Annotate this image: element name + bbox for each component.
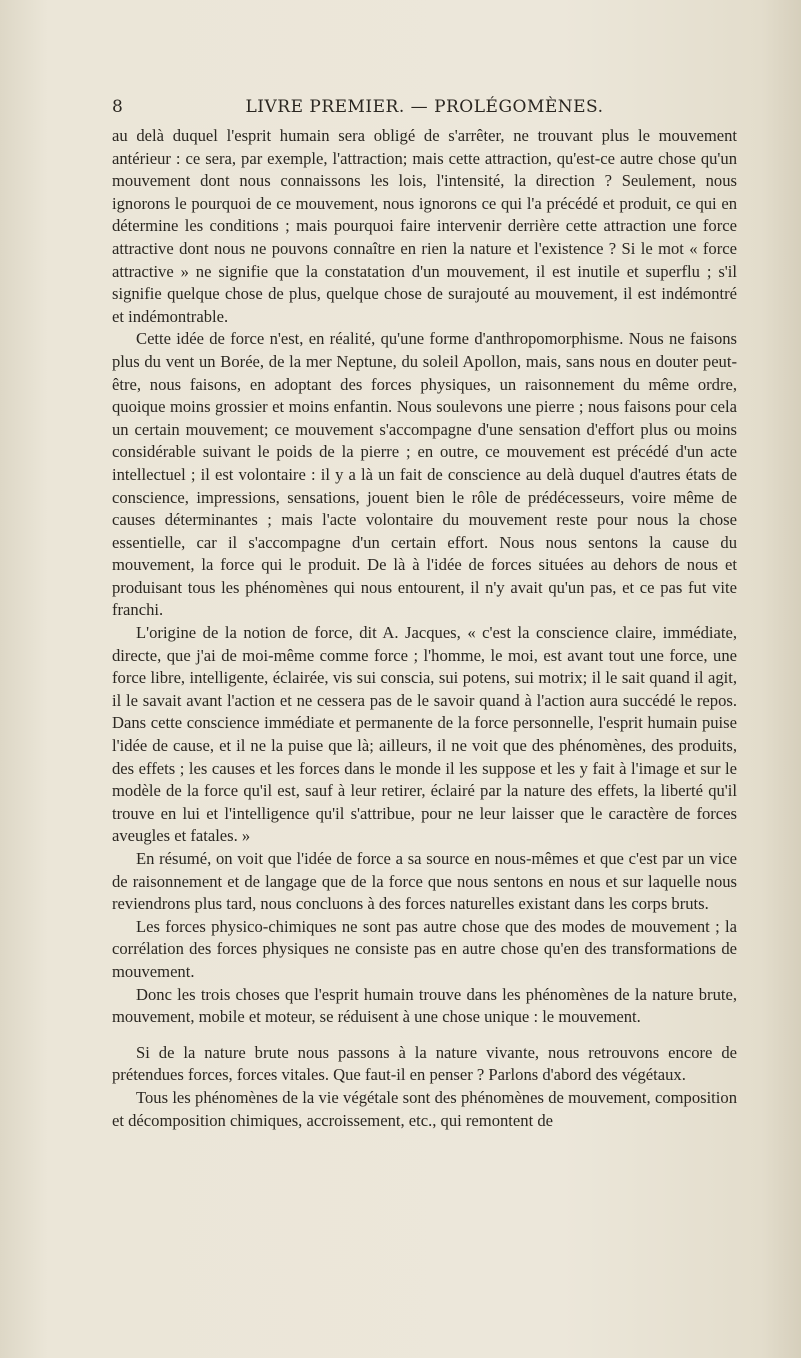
page-number: 8 — [112, 97, 123, 117]
paragraph: En résumé, on voit que l'idée de force a sa source en nous-mêmes et que c'est par un vice de raisonnement et de langage que de la force que nous sentons en nous et sur laquelle nous reviendrons plus tard, nous concluons à des forces naturelles existant dans les corps bruts. — [112, 849, 737, 914]
paragraph: Cette idée de force n'est, en réalité, qu'une forme d'anthropomorphisme. Nous ne faisons plus du vent un Borée, de la mer Neptune, du soleil Apollon, mais, sans nous en douter peut-être, nous faisons, en adoptant des forces physiques, un raisonnement du même ordre, quoique moins grossier et moins enfantin. Nous soulevons une pierre ; nous faisons pour cela un certain mouvement; ce mouvement s'accompagne d'une sensation d'effort plus ou moins considérable suivant le poids de la pierre ; en outre, ce mouvement est précédé d'un acte intellectuel ; il est volontaire : il y a là un fait de conscience au delà duquel d'autres états de conscience, impressions, sensations, jouent bien le rôle de prédécesseurs, voire même de causes déterminantes ; mais l'acte volontaire du mouvement reste pour nous la chose essentielle, car il s'accompagne d'un certain effort. Nous nous sentons la cause du mouvement, la force qui le produit. De là à l'idée de forces situées au dehors de nous et produisant tous les phénomènes qui nous entourent, il n'y avait qu'un pas, et ce pas fut vite franchi. — [112, 329, 737, 620]
paragraph: Donc les trois choses que l'esprit humain trouve dans les phénomènes de la nature brute, mouvement, mobile et moteur, se réduisent à une chose unique : le mouvement. — [112, 984, 737, 1027]
body-text — [112, 125, 737, 1132]
paragraph: Si de la nature brute nous passons à la nature vivante, nous retrouvons encore de prétendues forces, forces vitales. Que faut-il en penser ? Parlons d'abord des végétaux. — [112, 1042, 737, 1085]
paragraph: Tous les phénomènes de la vie végétale sont des phénomènes de mouvement, composition et décomposition chimiques, accroissement, etc., qui remontent de — [112, 1087, 737, 1130]
running-head: LIVRE PREMIER. — PROLÉGOMÈNES. — [245, 97, 604, 117]
paragraph: Les forces physico-chimiques ne sont pas autre chose que des modes de mouvement ; la corrélation des forces physiques ne consiste pas en autre chose qu'en des transformations de mouvement. — [112, 916, 737, 981]
paragraph: au delà duquel l'esprit humain sera obligé de s'arrêter, ne trouvant plus le mouvement antérieur : ce sera, par exemple, l'attraction; mais cette attraction, qu'est-ce autre chose qu'un mouvement dont nous connaissons les lois, l'intensité, la direction ? Seulement, nous ignorons le pourquoi de ce mouvement, nous ignorons ce qui l'a précédé et produit, ce qui en détermine les conditions ; mais pourquoi faire intervenir derrière cette attraction une force attractive dont nous ne pouvons connaître en rien la nature et l'existence ? Si le mot « force attractive » ne signifie que la constatation d'un mouvement, il est inutile et superflu ; s'il signifie quelque chose de plus, quelque chose de surajouté au mouvement, il est indémontré et indémontrable. — [112, 126, 737, 326]
page-header — [112, 97, 737, 121]
paragraph: L'origine de la notion de force, dit A. Jacques, « c'est la conscience claire, immédiate, directe, que j'ai de moi-même comme force ; l'homme, le moi, est avant tout une force, une force libre, intelligente, éclairée, vis sui conscia, sui potens, sui motrix; il le sait quand il agit, il le savait avant l'action et ne cessera pas de le savoir quand à l'action aura succédé le repos. Dans cette conscience immédiate et permanente de la force personnelle, l'esprit humain puise l'idée de cause, et il ne la puise que là; ailleurs, il ne voit que des phénomènes, des produits, des effets ; les causes et les forces dans le monde il les suppose et les y fait à l'image et sur le modèle de la force qu'il est, sauf à leur retirer, éclairé par la nature des effets, la liberté qu'il trouve en lui et l'intelligence qu'il s'attribue, pour ne leur laisser que le caractère de forces aveugles et fatales. » — [112, 623, 737, 846]
